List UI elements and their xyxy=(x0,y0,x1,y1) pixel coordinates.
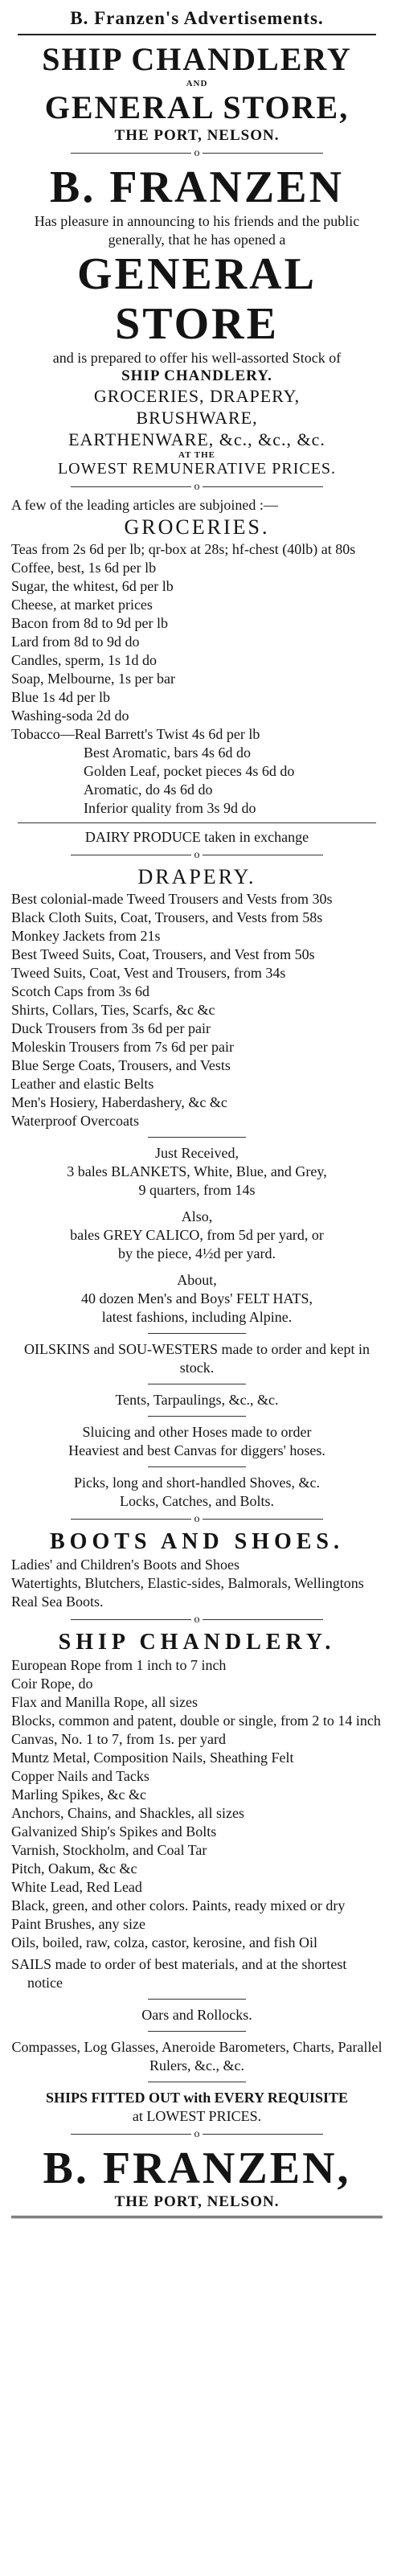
list-item: Black Cloth Suits, Coat, Trousers, and Vests from 58s xyxy=(11,909,323,925)
sails-text: SAILS made to order of best materials, and at the shortest notice xyxy=(11,1956,347,1991)
drapery-list xyxy=(11,890,383,1130)
goods-line-3: EARTHENWARE, &c., &c., &c. xyxy=(68,429,325,449)
list-item: Real Sea Boots. xyxy=(11,1594,104,1610)
list-item: Golden Leaf, pocket pieces 4s 6d do xyxy=(84,763,295,779)
list-item: Best Tweed Suits, Coat, Trousers, and Vest from 50s xyxy=(11,946,315,962)
ornament-divider: o xyxy=(11,1614,383,1626)
picks-line-1: Picks, long and short-handled Shoves, &c. xyxy=(74,1475,320,1491)
list-item: Aromatic, do 4s 6d do xyxy=(84,781,213,798)
page-header: B. Franzen's Advertisements. xyxy=(70,8,324,28)
list-item: Candles, sperm, 1s 1d do xyxy=(11,652,157,668)
chandlery-heading: SHIP CHANDLERY. xyxy=(58,1630,336,1655)
list-item: Scotch Caps from 3s 6d xyxy=(11,983,149,999)
title-and: AND xyxy=(186,79,208,88)
subjoined-text: A few of the leading articles are subjoined :— xyxy=(11,497,278,513)
list-item: Inferior quality from 3s 9d do xyxy=(84,800,256,816)
list-item: Monkey Jackets from 21s xyxy=(11,928,161,944)
list-item: Canvas, No. 1 to 7, from 1s. per yard xyxy=(11,1731,226,1747)
list-item: Cheese, at market prices xyxy=(11,597,153,613)
at-the: AT THE xyxy=(178,450,216,460)
bottom-divider xyxy=(11,2216,383,2218)
groceries-heading: GROCERIES. xyxy=(124,515,270,539)
divider xyxy=(148,1466,246,1467)
list-item: Best Aromatic, bars 4s 6d do xyxy=(84,744,251,761)
dairy-produce: DAIRY PRODUCE taken in exchange xyxy=(84,829,309,845)
list-item: Lard from 8d to 9d do xyxy=(11,634,140,650)
intro-text-2: and is prepared to offer his well-assorted Stock of xyxy=(52,350,342,366)
ornament-divider: o xyxy=(11,482,383,493)
list-item: Teas from 2s 6d per lb; qr-box at 28s; hf-chest (40lb) at 80s xyxy=(11,541,356,557)
list-item: Muntz Metal, Composition Nails, Sheathing Felt xyxy=(11,1749,294,1766)
boots-list xyxy=(11,1556,383,1611)
list-item: Galvanized Ship's Spikes and Bolts xyxy=(11,1823,217,1840)
proprietor-name: B. FRANZEN xyxy=(49,162,345,212)
title-location: THE PORT, NELSON. xyxy=(114,127,280,144)
list-item: Duck Trousers from 3s 6d per pair xyxy=(11,1020,211,1036)
received-line-1: Just Received, xyxy=(155,1145,239,1161)
list-item: Shirts, Collars, Ties, Scarfs, &c &c xyxy=(11,1002,215,1018)
list-item: Blue 1s 4d per lb xyxy=(11,689,110,705)
list-item: Best colonial-made Tweed Trousers and Vests from 30s xyxy=(11,891,333,907)
boots-heading: BOOTS AND SHOES. xyxy=(50,1529,344,1554)
list-item: Men's Hosiery, Haberdashery, &c &c xyxy=(11,1094,227,1110)
ornament-divider: o xyxy=(11,148,383,159)
goods-line-1: GROCERIES, DRAPERY, xyxy=(93,386,301,406)
also-line-1: Also, xyxy=(181,1208,213,1224)
about-line-2: 40 dozen Men's and Boys' FELT HATS, xyxy=(81,1290,313,1306)
oilskins-text: OILSKINS and SOU-WESTERS made to order and kept in stock. xyxy=(24,1341,370,1376)
list-item: Coffee, best, 1s 6d per lb xyxy=(11,560,157,576)
list-item: Varnish, Stockholm, and Coal Tar xyxy=(11,1842,207,1858)
list-item: Tweed Suits, Coat, Vest and Trousers, from 34s xyxy=(11,965,286,981)
list-item: Anchors, Chains, and Shackles, all sizes xyxy=(11,1805,244,1821)
list-item: European Rope from 1 inch to 7 inch xyxy=(11,1657,227,1673)
divider xyxy=(18,822,376,823)
footer-proprietor: B. FRANZEN, xyxy=(43,2143,351,2193)
ornament-divider: o xyxy=(11,850,383,861)
list-item: Bacon from 8d to 9d per lb xyxy=(11,615,168,631)
divider xyxy=(18,34,376,35)
groceries-list xyxy=(11,540,383,818)
picks-line-2: Locks, Catches, and Bolts. xyxy=(120,1493,274,1509)
tents-text: Tents, Tarpaulings, &c., &c. xyxy=(115,1392,279,1408)
list-item: Ladies' and Children's Boots and Shoes xyxy=(11,1557,239,1573)
divider xyxy=(148,1416,246,1417)
footer-location: THE PORT, NELSON. xyxy=(114,2193,280,2210)
sluicing-line-2: Heaviest and best Canvas for diggers' hoses. xyxy=(68,1442,325,1458)
compasses-text: Compasses, Log Glasses, Aneroide Barometers, Charts, Parallel Rulers, &c., &c. xyxy=(11,2039,383,2074)
list-item: Waterproof Overcoats xyxy=(11,1113,139,1129)
title-ship-chandlery: SHIP CHANDLERY xyxy=(42,41,352,77)
chandlery-list xyxy=(11,1656,383,1952)
list-item: Watertights, Blutchers, Elastic-sides, Balmorals, Wellingtons xyxy=(11,1575,364,1591)
list-item: Paint Brushes, any size xyxy=(11,1916,145,1932)
goods-line-2: BRUSHWARE, xyxy=(136,408,258,428)
store-name: GENERAL STORE xyxy=(77,249,317,349)
list-item: Blocks, common and patent, double or single, from 2 to 14 inch xyxy=(11,1713,381,1729)
divider xyxy=(148,1999,246,2000)
list-item: White Lead, Red Lead xyxy=(11,1879,142,1895)
about-line-1: About, xyxy=(177,1272,217,1288)
ship-chandlery-line: SHIP CHANDLERY. xyxy=(121,367,272,384)
list-item: Coir Rope, do xyxy=(11,1676,93,1692)
list-item: Leather and elastic Belts xyxy=(11,1076,154,1092)
list-item: Oils, boiled, raw, colza, castor, kerosine, and fish Oil xyxy=(11,1934,318,1950)
list-item: Pitch, Oakum, &c &c xyxy=(11,1860,137,1877)
drapery-heading: DRAPERY. xyxy=(137,865,256,888)
ornament-divider: o xyxy=(11,1514,383,1525)
ornament-divider: o xyxy=(11,2129,383,2140)
sluicing-line-1: Sluicing and other Hoses made to order xyxy=(82,1424,312,1440)
list-item: Copper Nails and Tacks xyxy=(11,1768,149,1784)
divider xyxy=(148,1333,246,1334)
ships-fitted-line-1: SHIPS FITTED OUT with EVERY REQUISITE xyxy=(46,2090,348,2106)
list-item: Black, green, and other colors. Paints, ready mixed or dry xyxy=(11,1897,346,1914)
ships-fitted-line-2: at LOWEST PRICES. xyxy=(132,2108,262,2124)
list-item: Blue Serge Coats, Trousers, and Vests xyxy=(11,1057,231,1073)
also-line-3: by the piece, 4½d per yard. xyxy=(118,1245,276,1261)
divider xyxy=(148,1137,246,1138)
list-item: Marling Spikes, &c &c xyxy=(11,1786,146,1803)
list-item: Flax and Manilla Rope, all sizes xyxy=(11,1694,198,1710)
list-item: Tobacco—Real Barrett's Twist 4s 6d per lb xyxy=(11,726,260,742)
title-general-store: GENERAL STORE, xyxy=(44,89,350,125)
list-item: Moleskin Trousers from 7s 6d per pair xyxy=(11,1039,234,1055)
intro-text-1: Has pleasure in announcing to his friends and the public generally, that he has opened a xyxy=(34,213,360,248)
also-line-2: bales GREY CALICO, from 5d per yard, or xyxy=(70,1227,324,1243)
received-line-2: 3 bales BLANKETS, White, Blue, and Grey, xyxy=(67,1163,327,1179)
received-line-3: 9 quarters, from 14s xyxy=(138,1182,256,1198)
list-item: Soap, Melbourne, 1s per bar xyxy=(11,671,175,687)
divider xyxy=(148,2031,246,2032)
about-line-3: latest fashions, including Alpine. xyxy=(101,1309,293,1325)
list-item: Sugar, the whitest, 6d per lb xyxy=(11,578,174,594)
list-item: Washing-soda 2d do xyxy=(11,708,129,724)
oars-text: Oars and Rollocks. xyxy=(141,2007,252,2023)
prices-line: LOWEST REMUNERATIVE PRICES. xyxy=(57,460,337,478)
